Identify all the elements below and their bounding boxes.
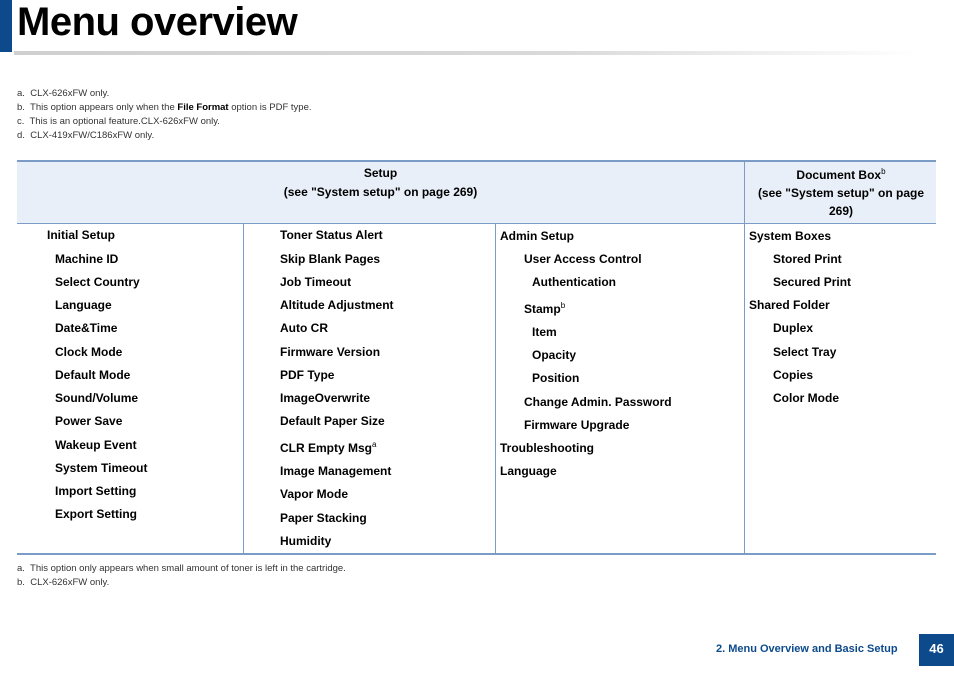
menu-item: Machine ID <box>55 252 119 266</box>
menu-item: Firmware Version <box>280 345 381 359</box>
menu-item: Stamp$^b$ <box>524 301 566 316</box>
menu-item: Duplex <box>773 321 814 335</box>
menu-item: Color Mode <box>773 391 839 405</box>
top-footnotes <box>17 87 312 143</box>
menu-item: Default Paper Size <box>280 414 385 428</box>
menu-item: Shared Folder <box>749 298 830 312</box>
menu-item: Import Setting <box>55 484 137 498</box>
menu-item: Auto CR <box>280 321 328 335</box>
footnote-c: c. This is an optional feature.CLX-626xFW only. <box>17 116 220 127</box>
table-footnotes <box>17 562 346 590</box>
column-divider <box>744 224 745 554</box>
menu-item: CLR Empty Msg$^a$ <box>280 440 377 455</box>
menu-item: Vapor Mode <box>280 487 349 501</box>
menu-item: Wakeup Event <box>55 438 137 452</box>
menu-item: User Access Control <box>524 252 642 266</box>
menu-item: Item <box>532 325 557 339</box>
menu-item: Humidity <box>280 534 332 548</box>
menu-item: Copies <box>773 368 814 382</box>
menu-item: Date&Time <box>55 321 118 335</box>
title-rule <box>14 51 919 55</box>
menu-item: Sound/Volume <box>55 391 139 405</box>
header-setup: Setup (see "System setup" on page 269) <box>283 166 478 199</box>
footnote-a: a. CLX-626xFW only. <box>17 88 110 99</box>
column-divider <box>495 224 496 554</box>
menu-item: Language <box>500 464 557 478</box>
menu-item: Export Setting <box>55 507 138 521</box>
menu-item: Default Mode <box>55 368 131 382</box>
menu-item: Toner Status Alert <box>280 228 383 242</box>
table-footnote-b: b. CLX-626xFW only. <box>17 577 110 588</box>
menu-item: System Boxes <box>749 229 832 243</box>
menu-item: Skip Blank Pages <box>280 252 381 266</box>
table-header <box>17 160 936 224</box>
footer-section-title: 2. Menu Overview and Basic Setup <box>716 643 898 655</box>
menu-item: Power Save <box>55 414 123 428</box>
menu-item: Altitude Adjustment <box>280 298 394 312</box>
page-number: 46 <box>919 634 954 666</box>
menu-item: Position <box>532 371 580 385</box>
header-document-box: Document Box$^b$ (see "System setup" on page 269) <box>744 162 937 228</box>
menu-item: Firmware Upgrade <box>524 418 630 432</box>
left-accent-bar <box>0 0 12 52</box>
menu-item: Troubleshooting <box>500 441 594 455</box>
menu-item: Paper Stacking <box>280 511 367 525</box>
menu-table <box>17 160 936 556</box>
menu-item: Stored Print <box>773 252 842 266</box>
column-divider <box>243 224 244 554</box>
menu-item: Authentication <box>532 275 616 289</box>
menu-item: System Timeout <box>55 461 148 475</box>
menu-item: PDF Type <box>280 368 335 382</box>
menu-item: Image Management <box>280 464 392 478</box>
menu-item: Language <box>55 298 112 312</box>
menu-item: Select Tray <box>773 345 837 359</box>
table-footnote-a: a. This option only appears when small amount of toner is left in the cartridge. <box>17 563 346 574</box>
page-title: Menu overview <box>17 0 298 44</box>
menu-item: Initial Setup <box>47 228 116 242</box>
menu-item: ImageOverwrite <box>280 391 371 405</box>
table-bottom-rule <box>17 553 936 555</box>
menu-item: Job Timeout <box>280 275 352 289</box>
footnote-d: d. CLX-419xFW/C186xFW only. <box>17 130 155 141</box>
menu-item: Select Country <box>55 275 140 289</box>
menu-item: Admin Setup <box>500 229 574 243</box>
menu-item: Clock Mode <box>55 345 123 359</box>
footnote-b: b. This option appears only when the File Format option is PDF type. <box>17 102 312 113</box>
menu-item: Opacity <box>532 348 577 362</box>
menu-item: Change Admin. Password <box>524 395 672 409</box>
menu-item: Secured Print <box>773 275 852 289</box>
